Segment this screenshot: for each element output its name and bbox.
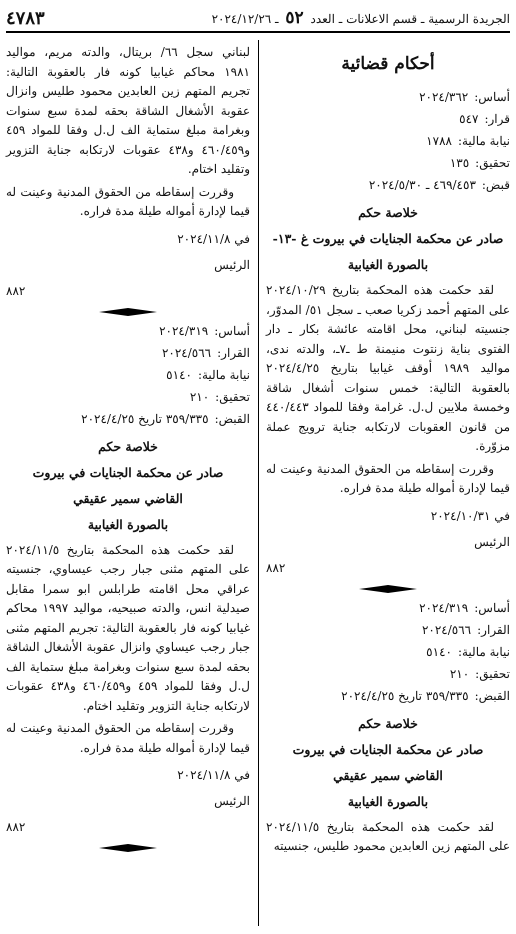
judgment-date: في ٢٠٢٤/١١/٨ [177,231,250,246]
case-decision: القرار: ٢٠٢٤/٥٦٦ [421,622,510,637]
reference-code: ٨٨٢ [6,820,26,834]
mode-heading: بالصورة الغيابية [347,257,429,272]
case-basis: أساس: ٢٠٢٤/٣١٩ [159,323,250,338]
issue-number: ٥٢ [285,8,304,28]
judgment-date: في ٢٠٢٤/١٠/٣١ [430,508,510,523]
case-basis: أساس: ٢٠٢٤/٣١٩ [419,600,510,615]
reference-code: ٨٨٢ [6,283,26,298]
court-heading: صادر عن محكمة الجنايات في بيروت [292,741,484,757]
section-divider [359,585,417,593]
gazette-title [212,8,510,28]
summary-heading: خلاصة حكم [358,205,418,220]
section-title: أحكام قضائية [341,54,435,74]
case-investigation: تحقيق: ٢١٠ [449,666,510,681]
right-column [266,40,510,860]
judgment-text: لقد حكمت هذه المحكمة بتاريخ ٢٠٢٤/١٠/٢٩ على المتهم أحمد زكريا صعب ـ سجل ٥١/ المدوّر، جنسيته لبناني، محل اقامته عائشة بكار ـ دار الفتوى بناية زنتوت منيمنة ط ـ٧ـ، والدته ندى، مواليد ١٩٨٩ أوقف غيابيا بتاريخ ٢٠٢٤/٤/٢٥ بالعقوبة التالية: خمس سنوات أشغال شاقة وخمسة ملايين ل.ل. غرامة وفقا للمواد ٤٤٠/٤٤٣ من قانون العقوبات لارتكابه جناية ترويج عملة مزوّرة. [266,283,511,453]
judgment-text: لقد حكمت هذه المحكمة بتاريخ ٢٠٢٤/١١/٥ على المتهم زين العابدين محمود طليس، جنسيته [266,819,510,853]
mode-heading: بالصورة الغيابية [347,793,429,809]
summary-heading: خلاصة حكم [358,715,418,731]
page-number: ٤٧٨٣ [6,7,45,29]
judgment-text-continued: لبناني سجل ٦٦/ بريتال، والدته مريم، مواليد ١٩٨١ محاكم غيابيا كونه فار بالعقوبة التالية: تجريم المتهم زين العابدين محمود طليس وانزال عقوبة الأشغال الشاقة بحقه لمدة سبع سنوات وبغرامة مبلغ ستماية الف ل.ل وفقا للمواد ٤٥٩ و٤٦٠/٤٥٩ و٤٣٨ عقوبات لارتكابه جناية التزوير وتقليد اختام. [6,45,250,176]
judge-heading: القاضي سمير عقيقي [333,767,443,783]
column-separator [258,40,259,926]
president-signature: الرئيس [214,257,250,272]
seizure-text: وقررت إسقاطه من الحقوق المدنية وعينت له قيما لإدارة أمواله طيلة مدة فراره. [266,461,510,495]
case-decision: قرار: ٥٤٧ [459,112,510,126]
reference-code: ٨٨٢ [266,560,286,575]
header-rule [6,31,510,33]
president-signature: الرئيس [474,534,510,549]
gazette-title-text: الجريدة الرسمية ـ قسم الاعلانات ـ العدد [310,12,510,26]
case-investigation: تحقيق: ١٣٥ [449,156,510,170]
judge-heading: القاضي سمير عقيقي [73,490,183,506]
case-prosecution: نيابة مالية: ٥١٤٠ [426,644,510,659]
case-decision: القرار: ٢٠٢٤/٥٦٦ [161,345,250,360]
case-prosecution: نيابة مالية: ٥١٤٠ [166,367,250,382]
seizure-text: وقررت إسقاطه من الحقوق المدنية وعينت له قيما لإدارة أمواله طيلة مدة فراره. [6,721,250,755]
judgment-text: لقد حكمت هذه المحكمة بتاريخ ٢٠٢٤/١١/٥ على المتهم مثنى جبار رجب عيساوي، جنسيته عراقي محل اقامته طرابلس ابو سمرا مقابل صيدلية انس، والدته صبيحيه، مواليد ١٩٩٧ محاكم غيابيا كونه فار بالعقوبة التالية: تجريم المتهم مثنى جبار رجب عيساوي وانزال عقوبة الأشغال الشاقة بحقه لمدة سبع سنوات وبغرامة مبلغ ستماية الف ل.ل وفقا للمواد ٤٥٩ و٤٦٠/٤٥٩ و٤٣٨ عقوبات لارتكابه جناية التزوير وتقليد اختام. [6,542,250,713]
left-column [6,40,250,856]
judgment-date: في ٢٠٢٤/١١/٨ [177,768,250,782]
issue-date: ـ ٢٠٢٤/١٢/٢٦ [211,12,279,26]
court-heading: صادر عن محكمة الجنايات في بيروت غ -١٣- [272,231,504,246]
section-divider [99,844,157,852]
case-arrest: قبض: ٤٦٩/٤٥٣ ـ ٢٠٢٤/٥/٣٠ [368,178,510,192]
seizure-text: وقررت إسقاطه من الحقوق المدنية وعينت له قيما لإدارة أمواله طيلة مدة فراره. [6,184,250,218]
page-header [6,6,510,30]
president-signature: الرئيس [214,794,250,808]
court-heading: صادر عن محكمة الجنايات في بيروت [32,464,224,480]
case-basis: أساس: ٢٠٢٤/٣٦٢ [419,90,510,104]
case-investigation: تحقيق: ٢١٠ [189,389,250,404]
summary-heading: خلاصة حكم [98,438,158,454]
section-divider [99,308,157,316]
case-arrest: القبض: ٣٥٩/٣٣٥ تاريخ ٢٠٢٤/٤/٢٥ [341,688,510,703]
mode-heading: بالصورة الغيابية [87,516,169,532]
case-prosecution: نيابة مالية: ١٧٨٨ [426,134,510,148]
case-arrest: القبض: ٣٥٩/٣٣٥ تاريخ ٢٠٢٤/٤/٢٥ [81,411,250,426]
